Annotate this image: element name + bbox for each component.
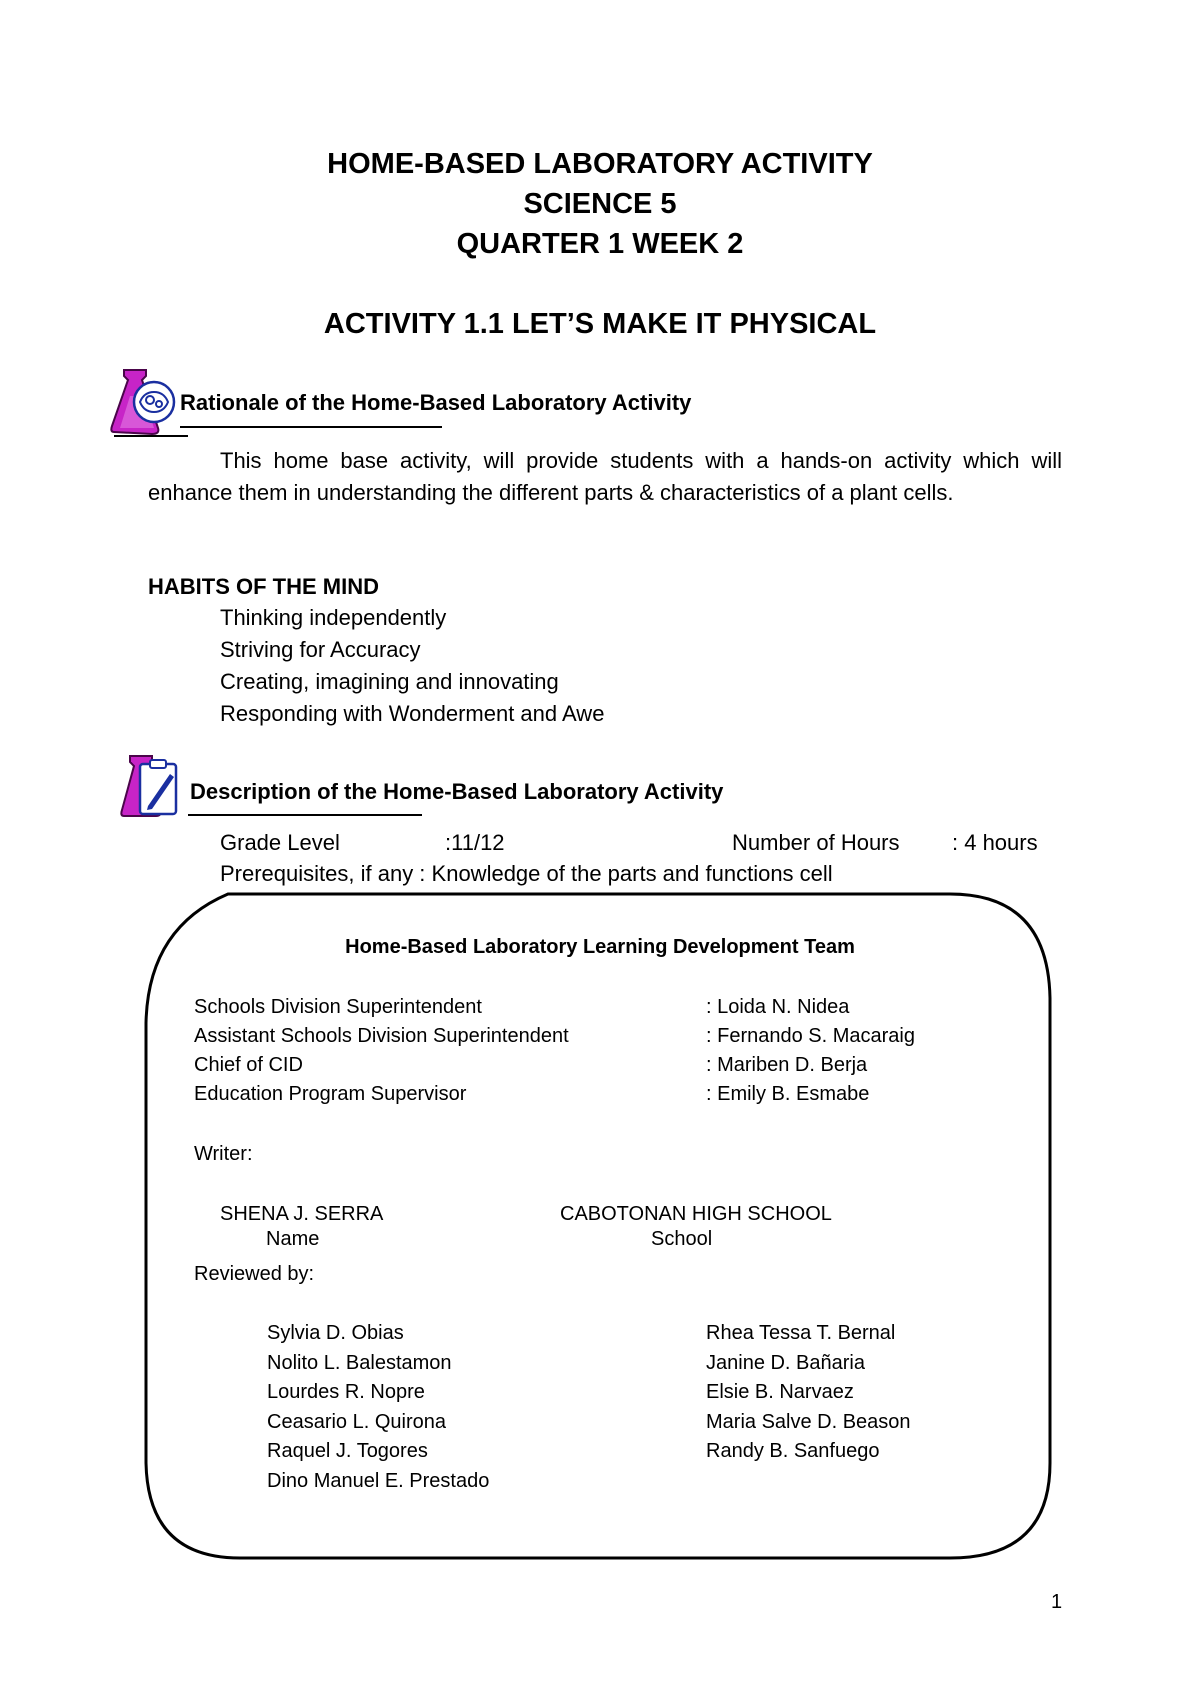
reviewed-label: Reviewed by: (194, 1263, 315, 1285)
activity-title: ACTIVITY 1.1 LET’S MAKE IT PHYSICAL (323, 308, 877, 340)
hours-label: Number of Hours (732, 830, 900, 855)
reviewer-name: Dino Manuel E. Prestado (267, 1469, 490, 1492)
writer-name: SHENA J. SERRA (220, 1203, 384, 1225)
reviewer-name: Lourdes R. Nopre (267, 1381, 425, 1403)
doc-title-line1: HOME-BASED LABORATORY ACTIVITY (327, 148, 873, 180)
hours-value: : 4 hours (952, 830, 1038, 855)
reviewer-name: Randy B. Sanfuego (706, 1440, 880, 1462)
reviewer-name: Ceasario L. Quirona (267, 1410, 446, 1433)
role-label: Education Program Supervisor (194, 1083, 467, 1105)
grade-level-label: Grade Level (220, 830, 340, 855)
description-underline (188, 814, 422, 816)
reviewer-name: Rhea Tessa T. Bernal (706, 1322, 896, 1344)
rationale-heading: Rationale of the Home-Based Laboratory Activity (180, 390, 692, 415)
rationale-underline (180, 426, 442, 428)
role-name: : Emily B. Esmabe (706, 1083, 870, 1105)
role-label: Assistant Schools Division Superintendent (194, 1025, 569, 1047)
reviewers-left-column (267, 1319, 489, 1496)
habit-item: Responding with Wonderment and Awe (220, 701, 605, 726)
prerequisites: Prerequisites, if any : Knowledge of the parts and functions cell (220, 861, 833, 886)
role-name: : Mariben D. Berja (706, 1054, 868, 1076)
reviewers-right-column (706, 1319, 911, 1467)
role-name: : Loida N. Nidea (706, 996, 850, 1018)
reviewer-name: Elsie B. Narvaez (706, 1381, 854, 1403)
reviewer-name: Nolito L. Balestamon (267, 1351, 452, 1374)
name-caption: Name (266, 1228, 320, 1250)
reviewer-name: Janine D. Bañaria (706, 1351, 865, 1374)
team-heading: Home-Based Laboratory Learning Development Team (345, 936, 855, 958)
habit-item: Striving for Accuracy (220, 637, 421, 662)
brain-flask-icon (106, 366, 188, 438)
page-number: 1 (1051, 1591, 1063, 1613)
reviewer-name: Sylvia D. Obias (267, 1322, 404, 1344)
grade-level-value: :11/12 (445, 830, 505, 855)
habit-item: Thinking independently (220, 605, 447, 630)
role-name: : Fernando S. Macaraig (706, 1025, 915, 1047)
clipboard-pencil-icon (118, 752, 190, 820)
reviewer-name: Raquel J. Togores (267, 1440, 428, 1462)
doc-title-line3: QUARTER 1 WEEK 2 (456, 228, 744, 260)
role-label: Chief of CID (194, 1054, 303, 1076)
school-caption: School (651, 1228, 713, 1250)
habits-list (220, 602, 604, 730)
habit-item: Creating, imagining and innovating (220, 669, 559, 694)
description-heading: Description of the Home-Based Laboratory Activity (190, 779, 724, 804)
writer-school: CABOTONAN HIGH SCHOOL (560, 1203, 832, 1225)
habits-heading: HABITS OF THE MIND (148, 574, 379, 599)
role-label: Schools Division Superintendent (194, 996, 482, 1018)
reviewer-name: Maria Salve D. Beason (706, 1410, 911, 1433)
writer-label: Writer: (194, 1143, 253, 1165)
rationale-paragraph: This home base activity, will provide students with a hands-on activity which will enhance them in understanding the different parts & characteristics of a plant cells. (148, 448, 1062, 505)
doc-title-line2: SCIENCE 5 (523, 188, 677, 220)
